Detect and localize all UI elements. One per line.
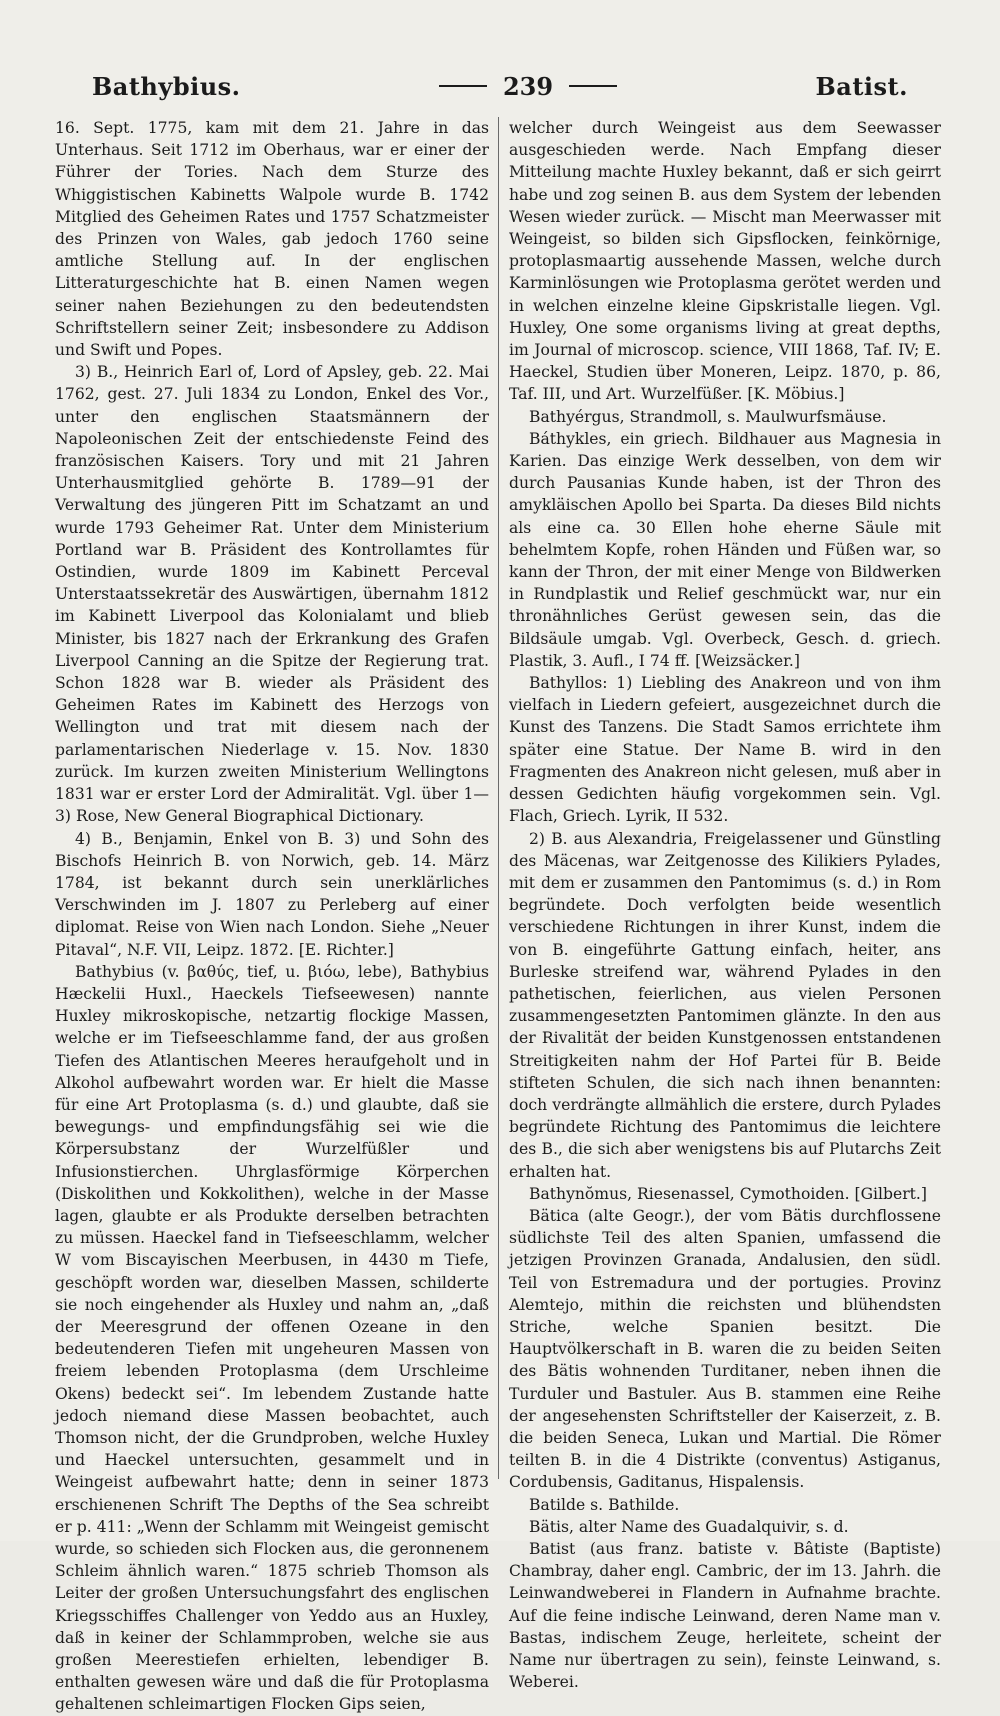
entry-baetis: Bätis, alter Name des Guadalquivir, s. d. [529,1517,849,1536]
right-column [509,117,941,1693]
entry-bathykles: Báthykles, ein griech. Bildhauer aus Magnesia in Karien. Das einzige Werk desselben, von dem wir durch Pausanias Kunde haben, ist der Thron des amykläischen Apollo bei Sparta. Da dieses Bild nichts als eine ca. 30 Ellen hohe eherne Säule mit behelmtem Kopfe, rohen Händen und Füßen war, so kann der Thron, der mit einer Menge von Bildwerken in Rundplastik und Relief geschmückt war, nur ein thronähnliches Gerüst gewesen sein, das die Bildsäule umgab. Vgl. Overbeck, Gesch. d. griech. Plastik, 3. Aufl., I 74 ff. [Weizsäcker.] [509,429,941,670]
entry-batist: Batist (aus franz. batiste v. Bâtiste (Baptiste) Chambray, daher engl. Cambric, der im 13. Jahrh. die Leinwandweberei in Flandern in Aufnahme brachte. Auf die feine indische Leinwand, deren Name man v. Bastas, indischem Zeuge, herleitete, scheint der Name nur übertragen zu sein), feinste Leinwand, s. Weberei. [509,1540,941,1692]
entry-batilde: Batilde s. Bathilde. [529,1495,680,1514]
entry-bathybius: Bathybius (v. βαθύς, tief, u. βιόω, lebe), Bathybius Hæckelii Huxl., Haeckels Tiefseewesen) nannte Huxley mikroskopische, netzartig flockige Massen, welche er im Tiefseeschlamme fand, der aus großen Tiefen des Atlantischen Meeres heraufgeholt und in Alkohol aufbewahrt worden war. Er hielt die Masse für eine Art Protoplasma (s. d.) und glaubte, daß sie bewegungs- und empfindungsfähig sei wie die Körpersubstanz der Wurzelfüßler und Infusionstierchen. Uhrglasförmige Körperchen (Diskolithen und Kokkolithen), welche in der Masse lagen, glaubte er als Produkte derselben betrachten zu müssen. Haeckel fand in Tiefseeschlamm, welcher W vom Biscayischen Meerbusen, in 4430 m Tiefe, geschöpft worden war, dieselben Massen, schilderte sie noch eingehender als Huxley und nahm an, „daß der Meeresgrund der offenen Ozeane in den bedeutenderen Tiefen mit ungeheuren Massen von freiem lebenden Protoplasma (dem Urschleime Okens) bedeckt sei“. Im lebendem Zustande hatte jedoch niemand diese Massen beobachtet, auch Thomson nicht, der die Grundproben, welche Huxley und Haeckel untersuchten, gesammelt und in Weingeist aufbewahrt hatte; denn in seiner 1873 erschienenen Schrift The Depths of the Sea schreibt er p. 411: „Wenn der Schlamm mit Weingeist gemischt wurde, so schieden sich Flocken aus, die geronnenem Schleim ähnlich waren.“ 1875 schrieb Thomson als Leiter der großen Untersuchungsfahrt des englischen Kriegsschiffes Challenger von Yeddo aus an Huxley, daß in keiner der Schlammproben, welche sie aus großen Meerestiefen erhielten, lebendiger B. enthalten gewesen wäre und daß die für Protoplasma gehaltenen schleimartigen Flocken Gips seien, [55,962,489,1714]
entry-baetica: Bätica (alte Geogr.), der vom Bätis durchflossene südlichste Teil des alten Spanien, umfassend die jetzigen Provinzen Granada, Andalusien, den südl. Teil von Estremadura und der portugies. Provinz Alemtejo, mithin die reichsten und blühendsten Striche, welche Spanien besitzt. Die Hauptvölkerschaft in B. waren die zu beiden Seiten des Bätis wohnenden Turditaner, neben ihnen die Turduler und Bastuler. Aus B. stammen eine Reihe der angesehensten Schriftsteller der Kaiserzeit, z. B. die beiden Seneca, Lukan und Martial. Die Römer teilten B. in die 4 Distrikte (conventus) Astiganus, Cordubensis, Gaditanus, Hispalensis. [509,1206,941,1492]
left-column [55,117,489,1716]
paragraph: 16. Sept. 1775, kam mit dem 21. Jahre in das Unterhaus. Seit 1712 im Oberhaus, war er einer der Führer der Tories. Nach dem Sturze des Whiggistischen Kabinetts Walpole wurde B. 1742 Mitglied des Geheimen Rates und 1757 Schatzmeister des Prinzen von Wales, gab jedoch 1760 seine amtliche Stellung auf. In der englischen Litteraturgeschichte hat B. einen Namen wegen seiner nahen Beziehungen zu den bedeutendsten Schriftstellern seiner Zeit; insbesondere zu Addison und Swift und Popes. [55,119,489,360]
dash-right [569,85,617,87]
paragraph: 2) B. aus Alexandria, Freigelassener und Günstling des Mäcenas, war Zeitgenosse des Kilikiers Pylades, mit dem er zusammen den Pantomimus (s. d.) in Rom begründete. Doch verfolgten beide wesentlich verschiedene Richtungen in ihrer Kunst, indem die von B. eingeführte Gattung einfach, heiter, ans Burleske streifend war, während Pylades in den pathetischen, feierlichen, aus vielen Personen zusammengesetzten Pantomimen glänzte. In den aus der Rivalität der beiden Kunstgenossen entstandenen Streitigkeiten nahm der Hof Partei für B. Beide stifteten Schulen, die sich nach ihnen benannten: doch verdrängte allmählich die erstere, durch Pylades begründete Richtung des Pantomimus die leichtere des B., die sich aber wenigstens bis auf Plutarchs Zeit erhalten hat. [509,829,941,1181]
paragraph: 4) B., Benjamin, Enkel von B. 3) und Sohn des Bischofs Heinrich B. von Norwich, geb. 14. März 1784, ist bekannt durch sein unerklärliches Verschwinden im J. 1807 zu Perleberg auf einer diplomat. Reise von Wien nach London. Siehe „Neuer Pitaval“, N.F. VII, Leipz. 1872. [E. Richter.] [55,829,489,959]
column-rule [498,117,499,1479]
page-number: 239 [502,71,554,101]
page-header [92,66,908,106]
page-number-group [439,72,617,101]
paragraph: 3) B., Heinrich Earl of, Lord of Apsley, geb. 22. Mai 1762, gest. 27. Juli 1834 zu London, Enkel des Vor., unter den englischen Staatsmännern der Napoleonischen Zeit der entschiedenste Feind des französischen Kaisers. Tory und mit 21 Jahren Unterhausmitglied gehörte B. 1789—91 der Verwaltung des jüngeren Pitt im Schatzamt an und wurde 1793 Geheimer Rat. Unter dem Ministerium Portland war B. Präsident des Kontrollamtes für Ostindien, wurde 1809 im Kabinett Perceval Unterstaatssekretär des Auswärtigen, übernahm 1812 im Kabinett Liverpool das Kolonialamt und blieb Minister, bis 1827 nach der Erkrankung des Grafen Liverpool Canning an die Spitze der Regierung trat. Schon 1828 war B. wieder als Präsident des Geheimen Rates im Kabinett des Herzogs von Wellington und trat mit diesem nach der parlamentarischen Niederlage v. 15. Nov. 1830 zurück. Im kurzen zweiten Ministerium Wellingtons 1831 war er erster Lord der Admiralität. Vgl. über 1—3) Rose, New General Biographical Dictionary. [55,363,489,826]
left-running-head: Bathybius. [92,71,241,101]
paragraph: welcher durch Weingeist aus dem Seewasser ausgeschieden werde. Nach Empfang dieser Mitteilung machte Huxley bekannt, daß er sich geirrt habe und zog seinen B. aus dem System der lebenden Wesen wieder zurück. — Mischt man Meerwasser mit Weingeist, so bilden sich Gipsflocken, feinkörnige, protoplasmaartig aussehende Massen, welche durch Karminlösungen wie Protoplasma gerötet werden und in welchen einzelne kleine Gipskristalle liegen. Vgl. Huxley, One some organisms living at great depths, im Journal of microscop. science, VIII 1868, Taf. IV; E. Haeckel, Studien über Moneren, Leipz. 1870, p. 86, Taf. III, und Art. Wurzelfüßer. [K. Möbius.] [509,119,941,404]
right-running-head: Batist. [815,71,908,101]
dash-left [439,85,487,87]
entry-bathynomus: Bathynŏmus, Riesenassel, Cymothoiden. [Gilbert.] [529,1184,927,1203]
entry-bathyergus: Bathyérgus, Strandmoll, s. Maulwurfsmäuse. [529,407,887,426]
entry-bathyllos: Bathyllos: 1) Liebling des Anakreon und von ihm vielfach in Liedern gefeiert, ausgezeichnet durch die Kunst des Tanzens. Die Stadt Samos errichtete ihm später eine Statue. Der Name B. wird in den Fragmenten des Anakreon nicht gelesen, muß aber in dessen Gedichten häufig vorgekommen sein. Vgl. Flach, Griech. Lyrik, II 532. [509,674,941,826]
